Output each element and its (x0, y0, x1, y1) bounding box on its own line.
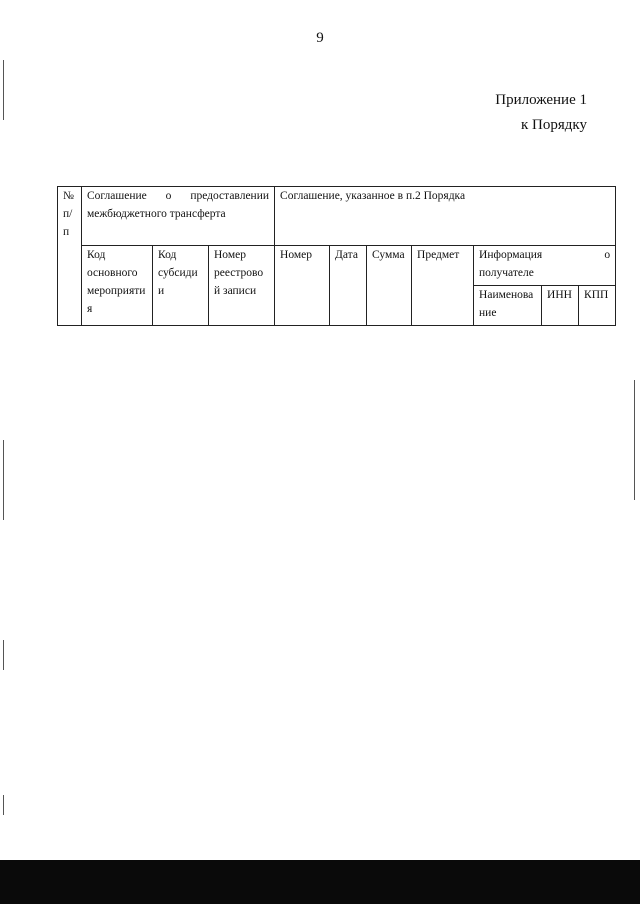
col-sum: Сумма (367, 246, 412, 326)
agreement-table (57, 186, 616, 326)
scan-edge-mark (3, 440, 4, 520)
col-kpp: КПП (579, 286, 616, 326)
appendix-subtitle: к Порядку (521, 117, 587, 133)
scan-edge-mark (3, 60, 4, 120)
appendix-title: Приложение 1 (495, 92, 587, 108)
agreement-p2-header: Соглашение, указанное в п.2 Порядка (275, 187, 616, 246)
scan-edge-mark (634, 380, 635, 500)
page-number: 9 (316, 30, 324, 46)
col-recipient-name: Наименова ние (474, 286, 542, 326)
scan-edge-mark (3, 795, 4, 815)
scan-bottom-border (0, 860, 640, 904)
col-inn: ИНН (542, 286, 579, 326)
agreement-transfer-header: Соглашение о предоставлении межбюджетного трансферта (82, 187, 275, 246)
col-registry-number: Номер реестрово й записи (209, 246, 275, 326)
col-subsidy-code: Код субсиди и (153, 246, 209, 326)
col-main-activity-code: Код основного мероприяти я (82, 246, 153, 326)
col-subject: Предмет (412, 246, 474, 326)
col-recipient-info: Информация о получателе (474, 246, 616, 286)
scan-edge-mark (3, 640, 4, 670)
appendix-heading (495, 88, 587, 138)
row-number-header: № п/ п (58, 187, 82, 326)
col-number: Номер (275, 246, 330, 326)
col-date: Дата (330, 246, 367, 326)
